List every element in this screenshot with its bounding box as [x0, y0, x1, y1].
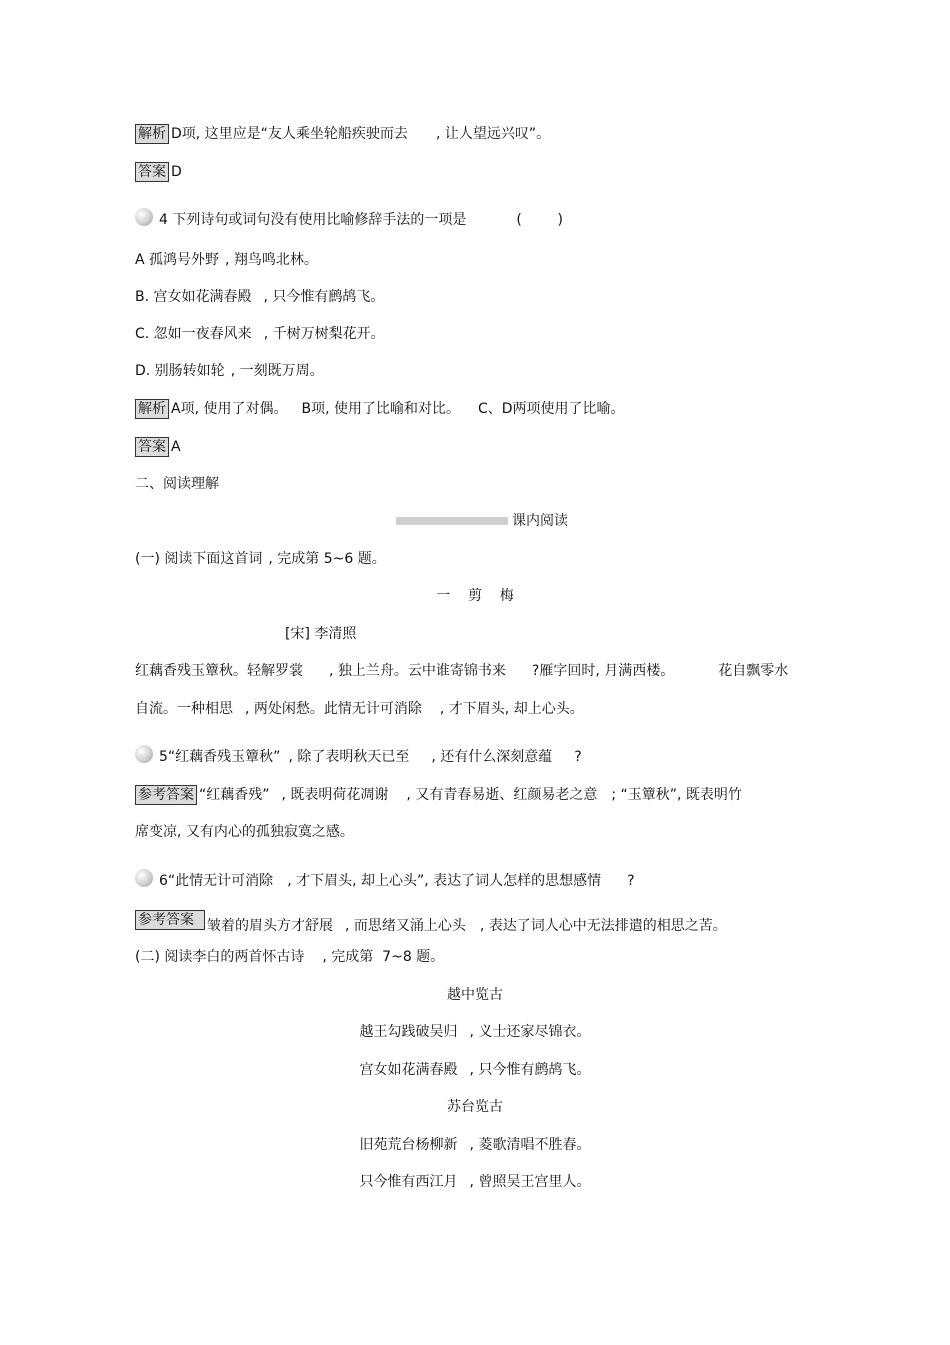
- option-text: B. 宫女如花满春殿: [135, 289, 252, 305]
- analysis-tag: 解析: [135, 399, 169, 419]
- reference-answer-tag: 参考答案: [135, 910, 205, 930]
- poem2-line-1: [0, 1135, 950, 1155]
- poem-text: 越王勾践破吴归: [359, 1024, 458, 1040]
- q3-analysis-text: D项, 这里应是“友人乘坐轮船疾驶而去: [171, 126, 408, 142]
- poem-author: [宋] 李清照: [285, 626, 357, 642]
- q6-answer-text: , 表达了词人心中无法排遣的相思之苦。: [479, 918, 727, 934]
- poem1-title: 越中览古: [447, 987, 503, 1003]
- q6-number: 6: [159, 873, 168, 889]
- option-text: , 只今惟有鹧鸪飞。: [263, 289, 385, 305]
- q3-answer-value: D: [171, 164, 182, 180]
- q5-question-text: ?: [574, 749, 582, 765]
- poem-text: , 独上兰舟。云中谁寄锦书来: [329, 663, 506, 679]
- question-marker-icon: [135, 745, 153, 763]
- part2-intro: [135, 947, 444, 967]
- q4-option-c: [135, 324, 385, 344]
- poem-text: 宫女如花满春殿: [359, 1062, 458, 1078]
- answer-tag: 答案: [135, 162, 169, 182]
- poem2-line-2: [0, 1172, 950, 1192]
- q5-answer-line: [135, 785, 742, 805]
- intro-text: (二) 阅读李白的两首怀古诗: [135, 949, 305, 965]
- analysis-tag: 解析: [135, 124, 169, 144]
- poem-title: 一 剪 梅: [436, 588, 514, 604]
- poem-text: , 菱歌清唱不胜春。: [469, 1137, 591, 1153]
- poem-line-1: [135, 661, 788, 681]
- q6-answer-text: , 而思绪又涌上心头: [345, 918, 466, 934]
- answer-tag: 答案: [135, 437, 169, 457]
- q4-question-line: [135, 210, 563, 230]
- poem-text: 花自飘零水: [718, 663, 789, 679]
- decorative-bar: [396, 517, 508, 525]
- q6-question-text: ?: [627, 873, 635, 889]
- poem-text: ?雁字回时, 月满西楼。: [531, 663, 675, 679]
- poem1-line-2: [0, 1060, 950, 1080]
- subheading-text: 课内阅读: [512, 513, 568, 529]
- q4-option-d: [135, 361, 324, 381]
- poem-text: , 只今惟有鹧鸪飞。: [469, 1062, 591, 1078]
- q5-question-text: , 还有什么深刻意蕴: [431, 749, 553, 765]
- option-text: D. 别肠转如轮: [135, 363, 225, 379]
- q3-analysis-line: [135, 124, 550, 144]
- q3-answer-line: [135, 162, 182, 182]
- question-marker-icon: [135, 869, 153, 887]
- option-text: A 孤鸿号外野: [135, 252, 220, 268]
- q4-bracket: ( ): [516, 212, 563, 228]
- section-title: 二、阅读理解: [135, 476, 219, 492]
- intro-text: (一) 阅读下面这首词: [135, 551, 263, 567]
- q3-analysis-text2: , 让人望远兴叹”。: [435, 126, 551, 142]
- option-text: , 翔鸟鸣北林。: [225, 252, 318, 268]
- q5-question-text: “红藕香残玉簟秋”: [167, 749, 281, 765]
- q5-number: 5: [159, 749, 168, 765]
- q6-answer-line: [135, 910, 727, 936]
- option-text: , 一刻既万周。: [230, 363, 324, 379]
- q4-answer-value: A: [171, 439, 181, 455]
- poem-text: , 两处闲愁。此情无计可消除: [245, 701, 422, 717]
- poem-text: , 曾照吴王宫里人。: [469, 1174, 591, 1190]
- part1-intro: [135, 549, 386, 569]
- q5-question-line: [135, 747, 582, 767]
- q5-answer-text: ; “玉簟秋”, 既表明竹: [611, 787, 742, 803]
- q4-analysis-part: A项, 使用了对偶。: [171, 401, 288, 417]
- q6-question-text: “此情无计可消除: [167, 873, 274, 889]
- q5-question-text: , 除了表明秋天已至: [288, 749, 410, 765]
- poem1-line-1: [0, 1022, 950, 1042]
- option-text: , 千树万树梨花开。: [263, 326, 385, 342]
- q5-answer-line-2: 席变凉, 又有内心的孤独寂寞之感。: [135, 824, 354, 840]
- poem-text: 自流。一种相思: [135, 701, 233, 717]
- intro-text: , 完成第 7~8 题。: [322, 949, 445, 965]
- q4-option-a: [135, 250, 318, 270]
- option-text: C. 忽如一夜春风来: [135, 326, 252, 342]
- q4-analysis-part: C、D两项使用了比喻。: [478, 401, 625, 417]
- question-marker-icon: [135, 208, 153, 226]
- poem-text: 只今惟有西江月: [359, 1174, 458, 1190]
- q4-number: 4: [159, 212, 168, 228]
- q5-answer-text: , 既表明荷花凋谢: [281, 787, 389, 803]
- q4-question: 下列诗句或词句没有使用比喻修辞手法的一项是: [172, 212, 467, 228]
- poem-text: 红藕香残玉簟秋。轻解罗裳: [135, 663, 303, 679]
- q4-answer-line: [135, 437, 181, 457]
- q6-question-line: [135, 871, 635, 891]
- poem-text: , 义士还家尽锦衣。: [469, 1024, 591, 1040]
- reference-answer-tag: 参考答案: [135, 785, 197, 805]
- q4-analysis-line: [135, 399, 625, 419]
- q5-answer-text: , 又有青春易逝、红颜易老之意: [406, 787, 598, 803]
- q4-analysis-part: B项, 使用了比喻和对比。: [301, 401, 460, 417]
- intro-text: , 完成第 5~6 题。: [268, 551, 386, 567]
- subheading: [396, 511, 568, 531]
- q5-answer-text: “红藕香残”: [199, 787, 270, 803]
- q6-answer-text: 皱着的眉头方才舒展: [207, 918, 333, 934]
- poem-text: , 才下眉头, 却上心头。: [439, 701, 584, 717]
- q4-option-b: [135, 287, 384, 307]
- q6-question-text: , 才下眉头, 却上心头”, 表达了词人怎样的思想感情: [287, 873, 602, 889]
- poem2-title: 苏台览古: [447, 1099, 503, 1115]
- poem-line-2: [135, 699, 584, 719]
- poem-text: 旧苑荒台杨柳新: [359, 1137, 458, 1153]
